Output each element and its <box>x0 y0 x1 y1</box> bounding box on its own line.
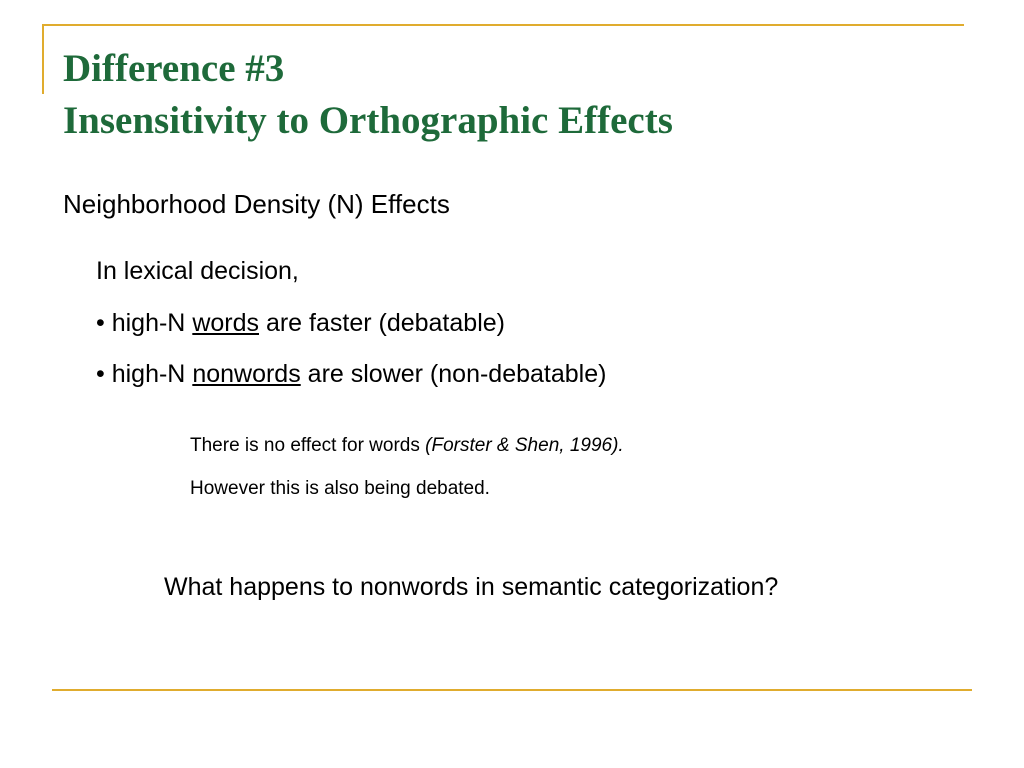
bullet-marker: • <box>96 360 105 388</box>
bullet-suffix: are slower (non-debatable) <box>300 360 607 388</box>
bottom-rule <box>52 689 972 691</box>
bullet-words <box>96 308 505 338</box>
top-rule <box>42 24 964 26</box>
closing-question: What happens to nonwords in semantic categorization? <box>164 573 779 601</box>
note-no-effect <box>190 434 624 458</box>
title-line-2: Insensitivity to Orthographic Effects <box>63 99 673 142</box>
note-text: There is no effect for words <box>190 435 426 456</box>
note-debated: However this is also being debated. <box>190 478 490 499</box>
bullet-suffix: are faster (debatable) <box>259 309 505 337</box>
left-rule <box>42 24 44 94</box>
intro-text: In lexical decision, <box>96 257 299 285</box>
underlined-term: words <box>192 309 259 337</box>
bullet-nonwords <box>96 359 606 389</box>
underlined-term: nonwords <box>192 360 301 388</box>
subtitle: Neighborhood Density (N) Effects <box>63 189 450 219</box>
bullet-marker: • <box>96 309 105 337</box>
citation: (Forster & Shen, 1996). <box>425 435 624 456</box>
slide-title <box>63 43 673 147</box>
title-line-1: Difference #3 <box>63 47 285 90</box>
bullet-prefix: high-N <box>104 360 193 388</box>
bullet-prefix: high-N <box>104 309 193 337</box>
